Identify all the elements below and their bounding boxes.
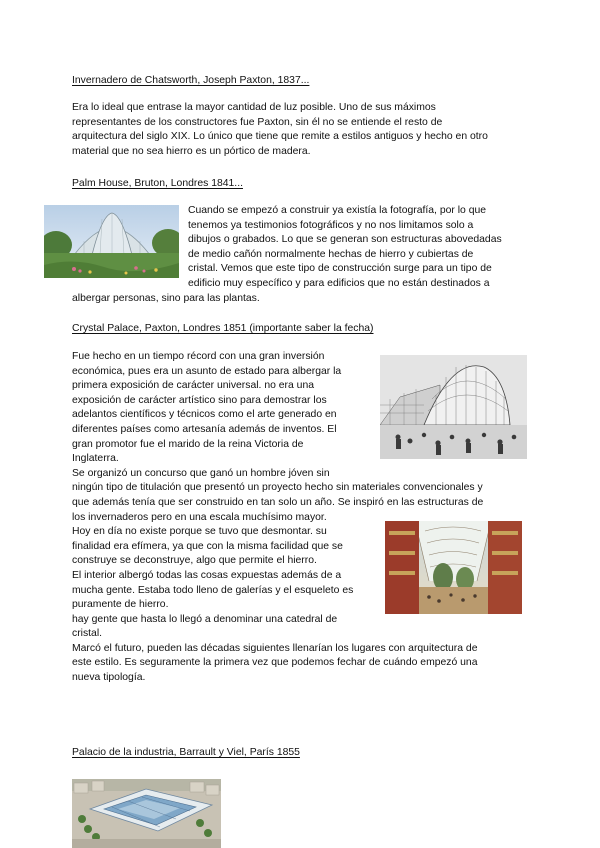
text-line: gran promotor fue el marido de la reina Victoria de — [72, 438, 304, 450]
text-line: mucha gente. Estaba todo lleno de galerías y el esqueleto es — [72, 584, 354, 596]
section-heading-palm-house: Palm House, Bruton, Londres 1841... — [72, 178, 243, 189]
crystal-palace-interior-art — [385, 521, 522, 614]
text-line: Inglaterra. — [72, 453, 119, 465]
palm-house-photo — [44, 205, 179, 278]
text-line: cristal. Vemos que este tipo de construcción surge para un tipo de — [188, 263, 492, 275]
text-line: ningún tipo de titulación que presentó un proyecto hecho sin materiales convencionales y — [72, 482, 483, 494]
palacio-industria-aerial-art — [72, 779, 221, 848]
text-line: nueva tipología. — [72, 672, 146, 684]
text-line: cristal. — [72, 628, 103, 640]
text-line: representantes de los constructores fue Paxton, sin él no se entiende el resto de — [72, 116, 443, 128]
text-line: construye se deconstruye, algo que permite el hierro. — [72, 555, 317, 567]
text-line: económica, pues era un asunto de estado para albergar la — [72, 365, 342, 377]
paragraph-chatsworth — [72, 101, 532, 159]
section-heading-palacio-industria: Palacio de la industria, Barrault y Viel, París 1855 — [72, 747, 300, 758]
crystal-palace-engraving-art — [380, 355, 527, 459]
text-line: El interior albergó todas las cosas expuestas además de a — [72, 569, 342, 581]
palacio-industria-aerial-photo — [72, 779, 221, 848]
section-heading-crystal-palace: Crystal Palace, Paxton, Londres 1851 (importante saber la fecha) — [72, 323, 374, 334]
crystal-palace-interior-painting — [385, 521, 522, 614]
text-line: diferentes países como artesanía además de inventos. El — [72, 423, 337, 435]
text-line: dibujos o grabados. Lo que se generan son estructuras abovedadas — [188, 234, 502, 246]
text-line: exposición de carácter artístico sino para demostrar los — [72, 394, 327, 406]
text-line: arquitectura del siglo XIX. Lo único que tiene que remite a estilos antiguos y hecho en otro — [72, 131, 488, 143]
text-line: tenemos ya testimonios fotográficos y no nos limitamos solo a — [188, 219, 474, 231]
text-line: Era lo ideal que entrase la mayor cantidad de luz posible. Uno de sus máximos — [72, 102, 436, 113]
text-line: finalidad era efímera, ya que con la misma facilidad que se — [72, 540, 343, 552]
paragraph-palm-house — [188, 204, 528, 292]
text-line: adelantos científicos y técnicos como el arte generado en — [72, 409, 337, 421]
text-line: Hoy en día no existe porque se tuvo que desmontar. su — [72, 526, 327, 538]
text-line: de medio cañón normalmente hechas de hierro y cubiertas de — [188, 248, 474, 260]
section-heading-chatsworth: Invernadero de Chatsworth, Joseph Paxton, 1837... — [72, 75, 310, 86]
text-line: los invernaderos pero en una escala muchísimo mayor. — [72, 511, 327, 523]
text-line: Cuando se empezó a construir ya existía la fotografía, por lo que — [188, 205, 487, 216]
palm-house-photo-art — [44, 205, 179, 278]
paragraph-crystal-palace-intro — [72, 350, 484, 686]
crystal-palace-engraving — [380, 355, 527, 459]
text-line: puramente de hierro. — [72, 599, 169, 611]
text-line: que además tenía que ser construido en tan solo un año. Se inspiró en las estructuras de — [72, 496, 484, 508]
text-line: material que no sea hierro es un pórtico de madera. — [72, 145, 311, 157]
text-line: albergar personas, sino para las plantas. — [72, 293, 260, 304]
text-line: hay gente que hasta lo llegó a denominar una catedral de — [72, 613, 338, 625]
text-line: edificio muy específico y para edificios que no están destinados a — [188, 277, 490, 289]
text-line: Marcó el futuro, pueden las décadas siguientes llenarían los lugares con arquitectura de — [72, 642, 478, 654]
text-line: este estilo. Es seguramente la primera vez que podemos fechar de cuándo empezó una — [72, 657, 478, 669]
text-line: primera exposición de carácter universal. no era una — [72, 380, 314, 392]
text-line: Se organizó un concurso que ganó un hombre jóven sin — [72, 467, 330, 479]
text-line: Fue hecho en un tiempo récord con una gran inversión — [72, 351, 325, 362]
